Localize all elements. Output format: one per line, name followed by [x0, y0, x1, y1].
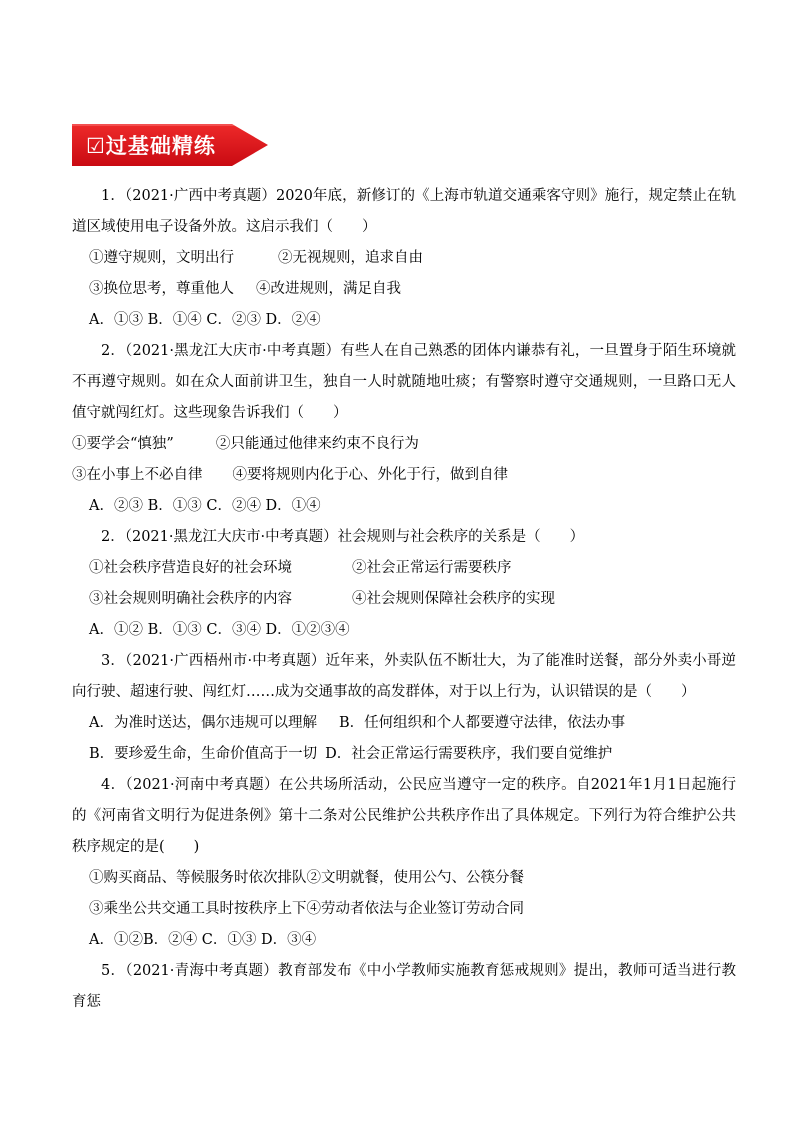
question-1: [72, 181, 736, 336]
option-c: B．要珍爱生命，生命价值高于一切: [89, 746, 318, 762]
option-2: ②无视规则，追求自由: [278, 250, 423, 266]
option-3: ③换位思考，尊重他人: [89, 281, 234, 297]
option-row: [72, 584, 736, 615]
answer-choices: A．②③ B．①③ C．②④ D．①④: [89, 498, 321, 514]
option-a: A．为准时送达，偶尔违规可以理解: [89, 715, 317, 731]
option-row: [72, 708, 736, 739]
option-d: D．社会正常运行需要秩序，我们要自觉维护: [325, 746, 613, 762]
section-banner: [72, 124, 268, 166]
option-3: ③社会规则明确社会秩序的内容: [89, 591, 292, 607]
section-title-text: 过基础精练: [105, 134, 216, 158]
question-stem: 3．（2021·广西梧州市·中考真题）近年来，外卖队伍不断壮大，为了能准时送餐，部分外卖小哥逆向行驶、超速行驶、闯红灯……成为交通事故的高发群体，对于以上行为，认识错误的是（ ）: [72, 653, 736, 700]
question-2b: [72, 522, 736, 646]
option-3: ③在小事上不必自律: [72, 467, 203, 483]
option-2: ②社会正常运行需要秩序: [352, 560, 512, 576]
option-4: ④社会规则保障社会秩序的实现: [352, 591, 555, 607]
option-4: ④改进规则，满足自我: [256, 281, 401, 297]
question-5: [72, 956, 736, 1018]
option-row: [72, 243, 736, 274]
option-row: [72, 553, 736, 584]
option-row: ③乘坐公共交通工具时按秩序上下④劳动者依法与企业签订劳动合同: [89, 901, 524, 917]
section-title: [86, 130, 216, 160]
question-stem: 4．（2021·河南中考真题）在公共场所活动，公民应当遵守一定的秩序。自2021年1月1日起施行的《河南省文明行为促进条例》第十二条对公民维护公共秩序作出了具体规定。下列行为符合维护公共秩序规定的是( ): [72, 777, 736, 855]
option-row: ①购买商品、等候服务时依次排队②文明就餐，使用公勺、公筷分餐: [89, 870, 524, 886]
option-2: ②只能通过他律来约束不良行为: [215, 436, 419, 452]
option-row: [72, 460, 736, 491]
option-b: B．任何组织和个人都要遵守法律，依法办事: [338, 715, 626, 731]
option-1: ①遵守规则，文明出行: [89, 250, 234, 266]
answer-choices: A．①③ B．①④ C．②③ D．②④: [89, 312, 321, 328]
question-stem: 5．（2021·青海中考真题）教育部发布《中小学教师实施教育惩戒规则》提出，教师可适当进行教育惩: [72, 963, 736, 1010]
question-stem: 2．（2021·黑龙江大庆市·中考真题）社会规则与社会秩序的关系是（ ）: [101, 529, 585, 545]
option-row: [72, 274, 736, 305]
option-1: ①社会秩序营造良好的社会环境: [89, 560, 292, 576]
question-stem: 1．（2021·广西中考真题）2020年底，新修订的《上海市轨道交通乘客守则》施行，规定禁止在轨道区域使用电子设备外放。这启示我们（ ）: [72, 188, 736, 235]
answer-choices: A．①② B．①③ C．③④ D．①②③④: [89, 622, 350, 638]
option-1: ①要学会“慎独”: [72, 436, 174, 452]
question-4: [72, 770, 736, 956]
question-2: [72, 336, 736, 522]
option-4: ④要将规则内化于心、外化于行，做到自律: [232, 467, 508, 483]
option-row: [72, 739, 736, 770]
option-row: [72, 429, 736, 460]
question-list: [72, 181, 736, 1018]
question-stem: 2．（2021·黑龙江大庆市·中考真题）有些人在自己熟悉的团体内谦恭有礼，一旦置身于陌生环境就不再遵守规则。如在众人面前讲卫生，独自一人时就随地吐痰；有警察时遵守交通规则，一旦路口无人值守就闯红灯。这些现象告诉我们（ ）: [72, 343, 736, 421]
question-3: [72, 646, 736, 770]
checkbox-icon: ☑: [86, 134, 106, 158]
answer-choices: A．①②B．②④ C．①③ D．③④: [89, 932, 317, 948]
